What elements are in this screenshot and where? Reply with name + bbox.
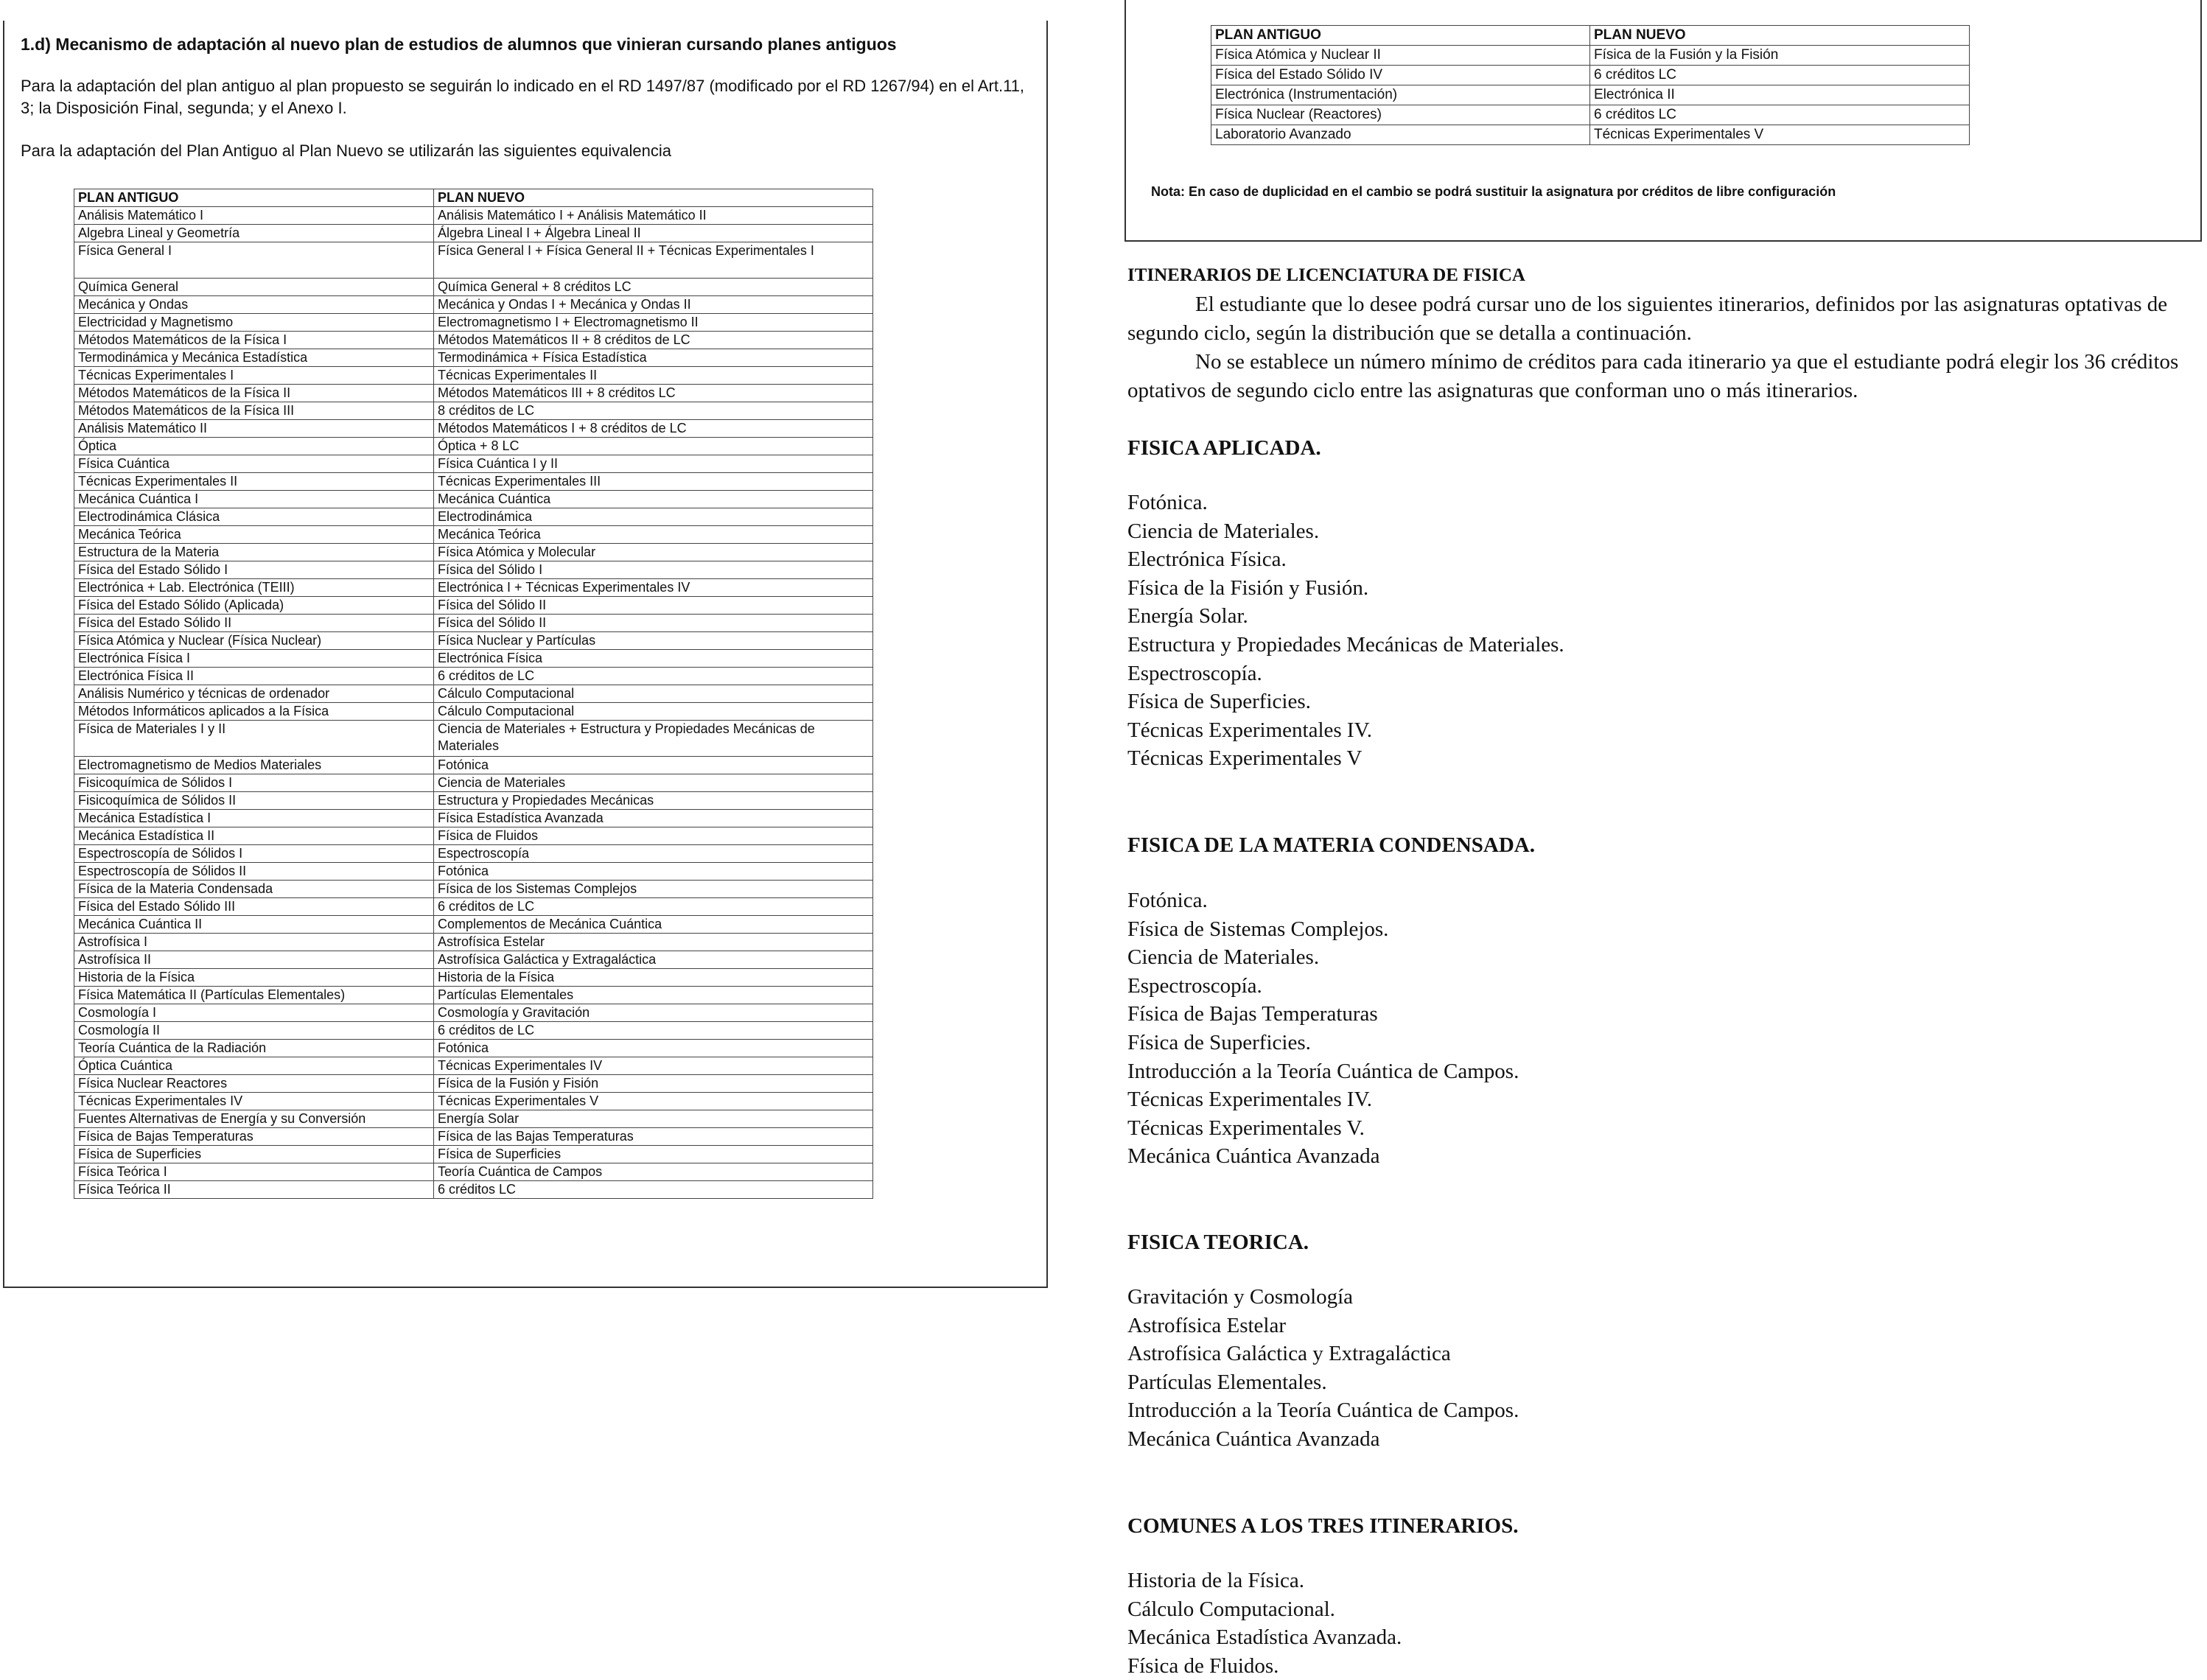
column-header-new-plan: PLAN NUEVO	[434, 189, 873, 207]
list-item: Energía Solar.	[1127, 604, 1248, 629]
old-plan-cell: Física del Estado Sólido (Aplicada)	[74, 597, 434, 615]
section-heading-materia-condensada: FISICA DE LA MATERIA CONDENSADA.	[1127, 833, 1535, 857]
new-plan-cell: Ciencia de Materiales + Estructura y Propiedades Mecánicas de Materiales	[434, 721, 873, 757]
table-row	[74, 703, 873, 721]
equivalences-intro: Para la adaptación del Plan Antiguo al Plan Nuevo se utilizarán las siguientes equivalencia	[21, 141, 672, 160]
new-plan-cell: Electrónica Física	[434, 650, 873, 668]
table-row	[74, 685, 873, 703]
old-plan-cell: Electrónica Física I	[74, 650, 434, 668]
old-plan-cell: Estructura de la Materia	[74, 544, 434, 561]
table-row	[74, 279, 873, 296]
old-plan-cell: Métodos Informáticos aplicados a la Física	[74, 703, 434, 721]
section-heading-fisica-teorica: FISICA TEORICA.	[1127, 1231, 1309, 1254]
table-row	[74, 438, 873, 455]
list-item: Física de Sistemas Complejos.	[1127, 917, 1389, 941]
list-item: Astrofísica Estelar	[1127, 1313, 1287, 1337]
old-plan-cell: Teoría Cuántica de la Radiación	[74, 1040, 434, 1057]
table-row	[74, 1075, 873, 1093]
table-row	[74, 1181, 873, 1199]
table-row	[74, 792, 873, 810]
new-plan-cell: Fotónica	[434, 863, 873, 881]
old-plan-cell: Técnicas Experimentales IV	[74, 1093, 434, 1110]
old-plan-cell: Mecánica Cuántica I	[74, 491, 434, 508]
new-plan-cell: Técnicas Experimentales V	[434, 1093, 873, 1110]
section-title: 1.d) Mecanismo de adaptación al nuevo plan de estudios de alumnos que vinieran cursando planes antiguos	[21, 35, 897, 54]
table-row	[74, 402, 873, 420]
new-plan-cell: Astrofísica Estelar	[434, 934, 873, 951]
old-plan-cell: Electrónica (Instrumentación)	[1211, 85, 1590, 105]
table-row	[74, 332, 873, 349]
continuation-table	[1211, 25, 1970, 145]
new-plan-cell: Electrónica II	[1590, 85, 1970, 105]
list-item: Física de Superficies.	[1127, 690, 1311, 714]
new-plan-cell: Métodos Matemáticos II + 8 créditos de LC	[434, 332, 873, 349]
intro-paragraph: Para la adaptación del plan antiguo al plan propuesto se seguirán lo indicado en el RD 1497/87 (modificado por el RD 1267/94) en el Art.11, 3; la Disposición Final, segunda; y el Anexo I.	[21, 77, 1025, 117]
old-plan-cell: Física del Estado Sólido I	[74, 561, 434, 579]
table-row	[74, 349, 873, 367]
old-plan-cell: Mecánica Estadística I	[74, 810, 434, 827]
old-plan-cell: Física del Estado Sólido IV	[1211, 66, 1590, 85]
table-row	[1211, 85, 1970, 105]
new-plan-cell: 6 créditos LC	[434, 1181, 873, 1199]
list-item: Mecánica Estadística Avanzada.	[1127, 1625, 1402, 1650]
table-row	[74, 1040, 873, 1057]
old-plan-cell: Física de Bajas Temperaturas	[74, 1128, 434, 1146]
new-plan-cell: Teoría Cuántica de Campos	[434, 1163, 873, 1181]
old-plan-cell: Física del Estado Sólido II	[74, 615, 434, 632]
old-plan-cell: Física de Materiales I y II	[74, 721, 434, 757]
table-row	[74, 881, 873, 898]
subject-list-fisica-aplicada	[1127, 489, 1564, 773]
table-row	[74, 668, 873, 685]
equivalence-table	[74, 189, 873, 1199]
new-plan-cell: Física de la Fusión y la Fisión	[1590, 46, 1970, 66]
old-plan-cell: Electrodinámica Clásica	[74, 508, 434, 526]
old-plan-cell: Electrónica + Lab. Electrónica (TEIII)	[74, 579, 434, 597]
new-plan-cell: Cálculo Computacional	[434, 685, 873, 703]
section-heading-fisica-aplicada: FISICA APLICADA.	[1127, 436, 1321, 460]
table-row	[74, 969, 873, 987]
table-row	[1211, 125, 1970, 145]
list-item: Estructura y Propiedades Mecánicas de Materiales.	[1127, 632, 1564, 657]
new-plan-cell: Física de los Sistemas Complejos	[434, 881, 873, 898]
table-row	[74, 827, 873, 845]
old-plan-cell: Métodos Matemáticos de la Física I	[74, 332, 434, 349]
old-plan-cell: Física del Estado Sólido III	[74, 898, 434, 916]
table-row	[74, 1128, 873, 1146]
old-plan-cell: Física de la Materia Condensada	[74, 881, 434, 898]
itinerarios-paragraph-1: El estudiante que lo desee podrá cursar uno de los siguientes itinerarios, definidos por las asignaturas optativas de segundo ciclo, según la distribución que se detalla a continuación.	[1127, 293, 2168, 345]
column-header-new-plan: PLAN NUEVO	[1590, 26, 1970, 46]
table-row	[74, 863, 873, 881]
list-item: Física de Bajas Temperaturas	[1127, 1002, 1378, 1026]
new-plan-cell: 6 créditos LC	[1590, 66, 1970, 85]
new-plan-cell: Electrodinámica	[434, 508, 873, 526]
table-row	[74, 1004, 873, 1022]
old-plan-cell: Técnicas Experimentales I	[74, 367, 434, 385]
new-plan-cell: Física del Sólido II	[434, 615, 873, 632]
table-row	[74, 544, 873, 561]
old-plan-cell: Física Teórica I	[74, 1163, 434, 1181]
table-row	[74, 242, 873, 279]
column-header-old-plan: PLAN ANTIGUO	[74, 189, 434, 207]
new-plan-cell: Física de Fluidos	[434, 827, 873, 845]
list-item: Astrofísica Galáctica y Extragaláctica	[1127, 1342, 1451, 1366]
old-plan-cell: Física Matemática II (Partículas Elementales)	[74, 987, 434, 1004]
list-item: Física de la Fisión y Fusión.	[1127, 575, 1369, 600]
equivalence-table-container	[74, 189, 873, 1199]
new-plan-cell: Astrofísica Galáctica y Extragaláctica	[434, 951, 873, 969]
new-plan-cell: Partículas Elementales	[434, 987, 873, 1004]
table-row	[74, 1110, 873, 1128]
table-row	[74, 367, 873, 385]
new-plan-cell: Álgebra Lineal I + Álgebra Lineal II	[434, 225, 873, 242]
new-plan-cell: Física Cuántica I y II	[434, 455, 873, 473]
table-row	[74, 774, 873, 792]
old-plan-cell: Análisis Matemático II	[74, 420, 434, 438]
table-row	[74, 916, 873, 934]
new-plan-cell: Fotónica	[434, 1040, 873, 1057]
table-row	[1211, 46, 1970, 66]
table-row	[74, 934, 873, 951]
table-row	[74, 721, 873, 757]
old-plan-cell: Mecánica Cuántica II	[74, 916, 434, 934]
new-plan-cell: Historia de la Física	[434, 969, 873, 987]
list-item: Cálculo Computacional.	[1127, 1597, 1335, 1621]
list-item: Técnicas Experimentales V.	[1127, 1116, 1365, 1140]
table-row	[74, 845, 873, 863]
old-plan-cell: Óptica Cuántica	[74, 1057, 434, 1075]
old-plan-cell: Electrónica Física II	[74, 668, 434, 685]
duplicity-note: Nota: En caso de duplicidad en el cambio se podrá sustituir la asignatura por créditos de libre configuración	[1151, 184, 1836, 199]
old-plan-cell: Cosmología II	[74, 1022, 434, 1040]
table-row	[74, 491, 873, 508]
table-row	[74, 1057, 873, 1075]
list-item: Partículas Elementales.	[1127, 1370, 1327, 1394]
old-plan-cell: Cosmología I	[74, 1004, 434, 1022]
table-row	[74, 632, 873, 650]
new-plan-cell: Análisis Matemático I + Análisis Matemático II	[434, 207, 873, 225]
new-plan-cell: Física Nuclear y Partículas	[434, 632, 873, 650]
list-item: Espectroscopía.	[1127, 661, 1262, 685]
subject-list-materia-condensada	[1127, 886, 1519, 1171]
list-item: Gravitación y Cosmología	[1127, 1285, 1354, 1309]
old-plan-cell: Electricidad y Magnetismo	[74, 314, 434, 332]
new-plan-cell: Cálculo Computacional	[434, 703, 873, 721]
table-row	[74, 420, 873, 438]
table-row	[74, 1093, 873, 1110]
new-plan-cell: 8 créditos de LC	[434, 402, 873, 420]
old-plan-cell: Electromagnetismo de Medios Materiales	[74, 757, 434, 774]
old-plan-cell: Mecánica Teórica	[74, 526, 434, 544]
new-plan-cell: Mecánica Teórica	[434, 526, 873, 544]
old-plan-cell: Mecánica y Ondas	[74, 296, 434, 314]
list-item: Ciencia de Materiales.	[1127, 519, 1320, 543]
old-plan-cell: Óptica	[74, 438, 434, 455]
list-item: Técnicas Experimentales IV.	[1127, 1088, 1373, 1112]
old-plan-cell: Física Nuclear (Reactores)	[1211, 105, 1590, 125]
old-plan-cell: Física Atómica y Nuclear II	[1211, 46, 1590, 66]
old-plan-cell: Espectroscopía de Sólidos II	[74, 863, 434, 881]
table-row	[74, 1022, 873, 1040]
table-row	[74, 473, 873, 491]
new-plan-cell: Física Atómica y Molecular	[434, 544, 873, 561]
table-row	[1211, 105, 1970, 125]
list-item: Técnicas Experimentales V	[1127, 746, 1363, 771]
new-plan-cell: Óptica + 8 LC	[434, 438, 873, 455]
table-header-row	[74, 189, 873, 207]
new-plan-cell: 6 créditos de LC	[434, 668, 873, 685]
old-plan-cell: Física Teórica II	[74, 1181, 434, 1199]
list-item: Física de Superficies.	[1127, 1030, 1311, 1054]
table-row	[74, 225, 873, 242]
new-plan-cell: Técnicas Experimentales II	[434, 367, 873, 385]
new-plan-cell: Complementos de Mecánica Cuántica	[434, 916, 873, 934]
new-plan-cell: Electrónica I + Técnicas Experimentales IV	[434, 579, 873, 597]
list-item: Ciencia de Materiales.	[1127, 945, 1320, 970]
table-row	[74, 597, 873, 615]
subject-list-comunes	[1127, 1567, 1402, 1680]
new-plan-cell: Física del Sólido II	[434, 597, 873, 615]
table-row	[74, 508, 873, 526]
new-plan-cell: Métodos Matemáticos I + 8 créditos de LC	[434, 420, 873, 438]
old-plan-cell: Técnicas Experimentales II	[74, 473, 434, 491]
new-plan-cell: Cosmología y Gravitación	[434, 1004, 873, 1022]
old-plan-cell: Fisicoquímica de Sólidos II	[74, 792, 434, 810]
new-plan-cell: Mecánica y Ondas I + Mecánica y Ondas II	[434, 296, 873, 314]
list-item: Introducción a la Teoría Cuántica de Campos.	[1127, 1399, 1519, 1423]
table-row	[74, 561, 873, 579]
new-plan-cell: Técnicas Experimentales IV	[434, 1057, 873, 1075]
list-item: Mecánica Cuántica Avanzada	[1127, 1427, 1380, 1451]
list-item: Fotónica.	[1127, 491, 1208, 514]
continuation-table-container	[1211, 25, 1970, 145]
old-plan-cell: Análisis Numérico y técnicas de ordenador	[74, 685, 434, 703]
new-plan-cell: Fotónica	[434, 757, 873, 774]
old-plan-cell: Física de Superficies	[74, 1146, 434, 1163]
list-item: Historia de la Física.	[1127, 1569, 1305, 1592]
new-plan-cell: Espectroscopía	[434, 845, 873, 863]
table-row	[74, 987, 873, 1004]
old-plan-cell: Mecánica Estadística II	[74, 827, 434, 845]
list-item: Espectroscopía.	[1127, 973, 1262, 998]
old-plan-cell: Algebra Lineal y Geometría	[74, 225, 434, 242]
table-row	[74, 757, 873, 774]
old-plan-cell: Historia de la Física	[74, 969, 434, 987]
old-plan-cell: Física Atómica y Nuclear (Física Nuclear)	[74, 632, 434, 650]
itinerarios-paragraph-2: No se establece un número mínimo de créditos para cada itinerario ya que el estudiante podrá elegir los 36 créditos optativos de segundo ciclo entre las asignaturas que conforman uno o más itinerarios.	[1127, 350, 2179, 402]
list-item: Fotónica.	[1127, 889, 1208, 912]
table-row	[74, 385, 873, 402]
list-item: Técnicas Experimentales IV.	[1127, 718, 1373, 742]
old-plan-cell: Física General I	[74, 242, 434, 279]
old-plan-cell: Astrofísica II	[74, 951, 434, 969]
subject-list-fisica-teorica	[1127, 1283, 1519, 1454]
list-item: Física de Fluidos.	[1127, 1653, 1279, 1678]
table-row	[74, 455, 873, 473]
itinerarios-heading: ITINERARIOS DE LICENCIATURA DE FISICA	[1127, 265, 1525, 285]
old-plan-cell: Termodinámica y Mecánica Estadística	[74, 349, 434, 367]
table-row	[74, 650, 873, 668]
new-plan-cell: Física de las Bajas Temperaturas	[434, 1128, 873, 1146]
old-plan-cell: Fuentes Alternativas de Energía y su Conversión	[74, 1110, 434, 1128]
table-row	[74, 1163, 873, 1181]
itinerarios-body	[1127, 290, 2196, 405]
old-plan-cell: Espectroscopía de Sólidos I	[74, 845, 434, 863]
table-row	[74, 810, 873, 827]
new-plan-cell: Física del Sólido I	[434, 561, 873, 579]
new-plan-cell: Física de la Fusión y Fisión	[434, 1075, 873, 1093]
old-plan-cell: Física Cuántica	[74, 455, 434, 473]
table-row	[74, 615, 873, 632]
old-plan-cell: Laboratorio Avanzado	[1211, 125, 1590, 145]
new-plan-cell: Química General + 8 créditos LC	[434, 279, 873, 296]
list-item: Mecánica Cuántica Avanzada	[1127, 1144, 1380, 1169]
new-plan-cell: Electromagnetismo I + Electromagnetismo II	[434, 314, 873, 332]
new-plan-cell: Técnicas Experimentales III	[434, 473, 873, 491]
new-plan-cell: Termodinámica + Física Estadística	[434, 349, 873, 367]
table-row	[74, 1146, 873, 1163]
old-plan-cell: Física Nuclear Reactores	[74, 1075, 434, 1093]
new-plan-cell: Técnicas Experimentales V	[1590, 125, 1970, 145]
old-plan-cell: Métodos Matemáticos de la Física II	[74, 385, 434, 402]
list-item: Electrónica Física.	[1127, 547, 1287, 572]
new-plan-cell: 6 créditos LC	[1590, 105, 1970, 125]
table-row	[1211, 66, 1970, 85]
table-row	[74, 898, 873, 916]
table-row	[74, 207, 873, 225]
new-plan-cell: Energía Solar	[434, 1110, 873, 1128]
old-plan-cell: Métodos Matemáticos de la Física III	[74, 402, 434, 420]
new-plan-cell: Física de Superficies	[434, 1146, 873, 1163]
table-row	[74, 526, 873, 544]
new-plan-cell: 6 créditos de LC	[434, 898, 873, 916]
old-plan-cell: Química General	[74, 279, 434, 296]
section-heading-comunes: COMUNES A LOS TRES ITINERARIOS.	[1127, 1514, 1519, 1538]
new-plan-cell: Ciencia de Materiales	[434, 774, 873, 792]
column-header-old-plan: PLAN ANTIGUO	[1211, 26, 1590, 46]
table-row	[74, 579, 873, 597]
list-item: Introducción a la Teoría Cuántica de Campos.	[1127, 1059, 1519, 1083]
new-plan-cell: Estructura y Propiedades Mecánicas	[434, 792, 873, 810]
new-plan-cell: Mecánica Cuántica	[434, 491, 873, 508]
new-plan-cell: 6 créditos de LC	[434, 1022, 873, 1040]
old-plan-cell: Análisis Matemático I	[74, 207, 434, 225]
old-plan-cell: Fisicoquímica de Sólidos I	[74, 774, 434, 792]
old-plan-cell: Astrofísica I	[74, 934, 434, 951]
table-row	[74, 314, 873, 332]
new-plan-cell: Métodos Matemáticos III + 8 créditos LC	[434, 385, 873, 402]
table-row	[74, 296, 873, 314]
new-plan-cell: Física Estadística Avanzada	[434, 810, 873, 827]
new-plan-cell: Física General I + Física General II + Técnicas Experimentales I	[434, 242, 873, 279]
table-row	[74, 951, 873, 969]
table-header-row	[1211, 26, 1970, 46]
